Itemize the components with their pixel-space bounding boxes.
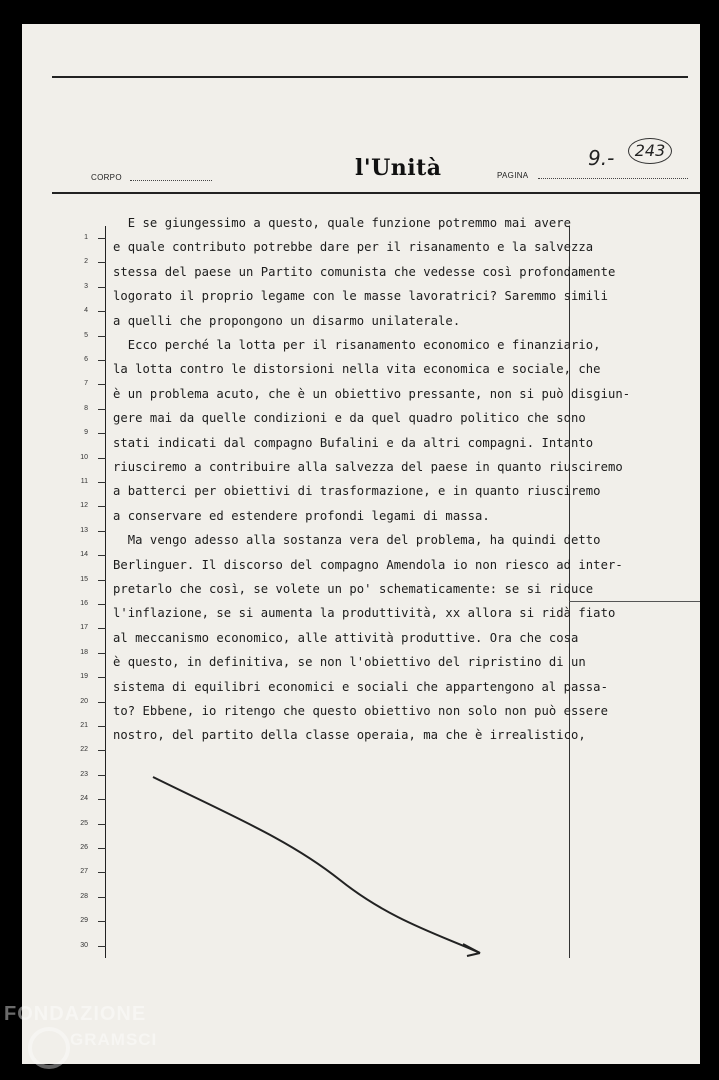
- handwritten-page-number: 9.-: [588, 146, 615, 170]
- line-number: 23: [80, 770, 88, 778]
- text-line: E se giungessimo a questo, quale funzione potremmo mai avere: [113, 216, 572, 230]
- line-number: 3: [84, 282, 88, 290]
- text-line: logorato il proprio legame con le masse lavoratrici? Saremmo simili: [113, 289, 608, 304]
- text-line: la lotta contro le distorsioni nella vita economica e sociale, che: [113, 362, 601, 377]
- text-line: Ecco perché la lotta per il risanamento economico e finanziario,: [113, 338, 601, 352]
- watermark-fondazione: FONDAZIONE: [4, 1003, 147, 1025]
- text-line: l'inflazione, se si aumenta la produttività, xx allora si ridà fiato: [113, 606, 616, 621]
- masthead-title: l'Unità: [355, 155, 442, 181]
- line-number: 20: [80, 697, 88, 705]
- line-number: 17: [80, 624, 88, 632]
- text-line: a conservare ed estendere profondi legami di massa.: [113, 508, 490, 523]
- pagina-label: PAGINA: [497, 171, 529, 180]
- text-line: pretarlo che così, se volete un po' schematicamente: se si riduce: [113, 582, 594, 596]
- line-number: 13: [80, 526, 88, 534]
- line-number: 24: [80, 795, 88, 803]
- text-line: to? Ebbene, io ritengo che questo obiettivo non solo non può essere: [113, 704, 608, 718]
- corpo-label: CORPO: [91, 173, 122, 182]
- line-number: 10: [80, 453, 88, 461]
- circled-page-number: 243: [628, 138, 672, 164]
- text-line: stessa del paese un Partito comunista che vedesse così profondamente: [113, 264, 616, 279]
- text-line: sistema di equilibri economici e sociali che appartengono al passa-: [113, 679, 608, 694]
- line-number: 5: [84, 331, 88, 339]
- line-number: 21: [80, 722, 88, 729]
- text-line: nostro, del partito della classe operaia, ma che è irrealistico,: [113, 728, 586, 743]
- watermark-logo-icon: [28, 1027, 70, 1069]
- text-line: al meccanismo economico, alle attività produttive. Ora che cosa: [113, 630, 579, 645]
- text-line: e quale contributo potrebbe dare per il risanamento e la salvezza: [113, 240, 594, 255]
- line-number: 1: [84, 234, 88, 241]
- line-number: 6: [84, 356, 88, 363]
- watermark-gramsci: GRAMSCI: [70, 1030, 158, 1049]
- line-number: 12: [80, 502, 88, 510]
- line-number: 11: [80, 478, 88, 485]
- line-number: 18: [80, 648, 88, 656]
- text-line: Ma vengo adesso alla sostanza vera del problema, ha quindi detto: [113, 533, 601, 548]
- line-number: 25: [80, 819, 88, 827]
- line-number: 15: [80, 575, 88, 583]
- text-line: a batterci per obiettivi di trasformazione, e in quanto riusciremo: [113, 484, 601, 499]
- text-line: gere mai da quelle condizioni e da quel quadro politico che sono: [113, 411, 586, 426]
- line-number: 19: [80, 673, 88, 681]
- text-line: a quelli che propongono un disarmo unilaterale.: [113, 313, 461, 328]
- line-number: 27: [80, 868, 88, 876]
- line-number: 30: [80, 941, 88, 949]
- text-line: è un problema acuto, che è un obiettivo pressante, non si può disgiun-: [113, 386, 631, 401]
- text-line: riusciremo a contribuire alla salvezza del paese in quanto riusciremo: [113, 460, 623, 474]
- line-number: 7: [84, 380, 88, 388]
- line-number: 14: [80, 551, 88, 559]
- line-number: 4: [84, 307, 88, 315]
- text-line: Berlinguer. Il discorso del compagno Amendola io non riesco ad inter-: [113, 557, 623, 572]
- line-number: 8: [84, 404, 88, 412]
- line-number: 9: [84, 429, 88, 437]
- text-line: è questo, in definitiva, se non l'obiettivo del ripristino di un: [113, 655, 586, 670]
- line-number: 2: [84, 258, 88, 266]
- line-number: 16: [80, 600, 88, 607]
- line-number: 29: [80, 917, 88, 925]
- text-line: stati indicati dal compagno Bufalini e da altri compagni. Intanto: [113, 435, 594, 450]
- line-number: 28: [80, 892, 88, 900]
- line-number: 22: [80, 746, 88, 754]
- line-number: 26: [80, 844, 88, 851]
